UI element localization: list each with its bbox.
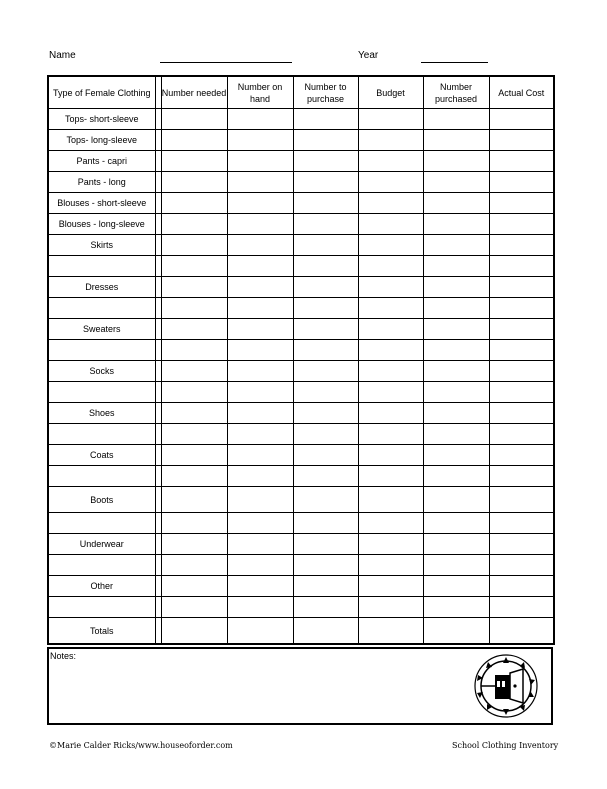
number-to-purchase-cell[interactable] [293, 597, 358, 618]
number-on-hand-cell[interactable] [227, 445, 293, 466]
number-needed-cell[interactable] [161, 361, 227, 382]
number-to-purchase-cell[interactable] [293, 256, 358, 277]
number-purchased-cell[interactable] [423, 403, 489, 424]
budget-cell[interactable] [358, 340, 423, 361]
number-needed-cell[interactable] [161, 193, 227, 214]
actual-cost-cell[interactable] [489, 340, 554, 361]
budget-cell[interactable] [358, 277, 423, 298]
number-on-hand-cell[interactable] [227, 277, 293, 298]
budget-cell[interactable] [358, 597, 423, 618]
clothing-inventory-table [47, 75, 555, 645]
number-on-hand-cell[interactable] [227, 319, 293, 340]
budget-cell[interactable] [358, 618, 423, 645]
table-row [48, 597, 554, 618]
number-on-hand-cell[interactable] [227, 151, 293, 172]
table-row [48, 151, 554, 172]
number-needed-cell[interactable] [161, 382, 227, 403]
budget-cell[interactable] [358, 382, 423, 403]
number-needed-cell[interactable] [161, 214, 227, 235]
table-row [48, 319, 554, 340]
table-row [48, 424, 554, 445]
budget-cell[interactable] [358, 424, 423, 445]
number-needed-cell[interactable] [161, 298, 227, 319]
number-to-purchase-cell[interactable] [293, 424, 358, 445]
actual-cost-cell[interactable] [489, 513, 554, 534]
clothing-type-cell: Pants - capri [48, 151, 155, 172]
table-row [48, 277, 554, 298]
number-on-hand-cell[interactable] [227, 109, 293, 130]
number-on-hand-cell[interactable] [227, 513, 293, 534]
number-purchased-cell[interactable] [423, 487, 489, 513]
clothing-type-cell: Tops- long-sleeve [48, 130, 155, 151]
number-to-purchase-cell[interactable] [293, 109, 358, 130]
number-on-hand-cell[interactable] [227, 340, 293, 361]
clothing-type-cell: Pants - long [48, 172, 155, 193]
clothing-type-cell: Dresses [48, 277, 155, 298]
number-needed-cell[interactable] [161, 172, 227, 193]
actual-cost-cell[interactable] [489, 109, 554, 130]
budget-cell[interactable] [358, 555, 423, 576]
number-purchased-cell[interactable] [423, 319, 489, 340]
actual-cost-cell[interactable] [489, 235, 554, 256]
number-to-purchase-cell[interactable] [293, 487, 358, 513]
number-to-purchase-cell[interactable] [293, 130, 358, 151]
clothing-type-cell: Sweaters [48, 319, 155, 340]
number-purchased-cell[interactable] [423, 277, 489, 298]
number-purchased-cell[interactable] [423, 256, 489, 277]
table-row [48, 340, 554, 361]
number-on-hand-cell[interactable] [227, 193, 293, 214]
clothing-type-cell [48, 298, 155, 319]
name-label: Name [49, 50, 76, 61]
number-on-hand-cell[interactable] [227, 576, 293, 597]
actual-cost-cell[interactable] [489, 466, 554, 487]
number-needed-cell[interactable] [161, 109, 227, 130]
clothing-type-cell: Other [48, 576, 155, 597]
number-on-hand-cell[interactable] [227, 172, 293, 193]
house-of-order-logo [471, 653, 541, 719]
number-purchased-cell[interactable] [423, 298, 489, 319]
budget-cell[interactable] [358, 214, 423, 235]
actual-cost-cell[interactable] [489, 487, 554, 513]
table-row [48, 513, 554, 534]
number-on-hand-cell[interactable] [227, 487, 293, 513]
number-purchased-cell[interactable] [423, 151, 489, 172]
actual-cost-cell[interactable] [489, 445, 554, 466]
number-on-hand-cell[interactable] [227, 424, 293, 445]
table-row [48, 466, 554, 487]
budget-cell[interactable] [358, 361, 423, 382]
number-purchased-cell[interactable] [423, 340, 489, 361]
table-row [48, 576, 554, 597]
number-to-purchase-cell[interactable] [293, 382, 358, 403]
clothing-type-cell: Blouses - short-sleeve [48, 193, 155, 214]
clothing-type-cell: Tops- short-sleeve [48, 109, 155, 130]
actual-cost-cell[interactable] [489, 319, 554, 340]
table-row [48, 487, 554, 513]
number-on-hand-cell[interactable] [227, 382, 293, 403]
number-to-purchase-cell[interactable] [293, 513, 358, 534]
number-to-purchase-cell[interactable] [293, 277, 358, 298]
number-to-purchase-cell[interactable] [293, 340, 358, 361]
number-to-purchase-cell[interactable] [293, 445, 358, 466]
number-needed-cell[interactable] [161, 130, 227, 151]
actual-cost-cell[interactable] [489, 214, 554, 235]
table-row [48, 235, 554, 256]
number-on-hand-cell[interactable] [227, 534, 293, 555]
table-row [48, 109, 554, 130]
table-row [48, 193, 554, 214]
clothing-type-cell: Blouses - long-sleeve [48, 214, 155, 235]
number-purchased-cell[interactable] [423, 445, 489, 466]
table-row [48, 382, 554, 403]
column-header-actual-cost: Actual Cost [489, 76, 554, 109]
number-purchased-cell[interactable] [423, 618, 489, 645]
number-purchased-cell[interactable] [423, 555, 489, 576]
number-on-hand-cell[interactable] [227, 130, 293, 151]
table-row [48, 361, 554, 382]
table-row [48, 534, 554, 555]
number-needed-cell[interactable] [161, 445, 227, 466]
clothing-type-cell [48, 513, 155, 534]
number-purchased-cell[interactable] [423, 466, 489, 487]
clothing-type-cell [48, 597, 155, 618]
column-header-number-needed: Number needed [161, 76, 227, 109]
number-purchased-cell[interactable] [423, 109, 489, 130]
number-purchased-cell[interactable] [423, 214, 489, 235]
number-on-hand-cell[interactable] [227, 214, 293, 235]
actual-cost-cell[interactable] [489, 298, 554, 319]
actual-cost-cell[interactable] [489, 382, 554, 403]
actual-cost-cell[interactable] [489, 277, 554, 298]
table-row [48, 445, 554, 466]
clothing-type-cell: Coats [48, 445, 155, 466]
budget-cell[interactable] [358, 319, 423, 340]
number-needed-cell[interactable] [161, 466, 227, 487]
column-header-number-on-hand: Number on hand [227, 76, 293, 109]
table-row [48, 214, 554, 235]
budget-cell[interactable] [358, 445, 423, 466]
number-needed-cell[interactable] [161, 424, 227, 445]
number-on-hand-cell[interactable] [227, 235, 293, 256]
budget-cell[interactable] [358, 487, 423, 513]
number-needed-cell[interactable] [161, 618, 227, 645]
table-row [48, 298, 554, 319]
budget-cell[interactable] [358, 193, 423, 214]
number-on-hand-cell[interactable] [227, 403, 293, 424]
clothing-type-cell: Socks [48, 361, 155, 382]
number-to-purchase-cell[interactable] [293, 534, 358, 555]
number-purchased-cell[interactable] [423, 534, 489, 555]
number-on-hand-cell[interactable] [227, 256, 293, 277]
clothing-type-cell: Boots [48, 487, 155, 513]
budget-cell[interactable] [358, 513, 423, 534]
number-on-hand-cell[interactable] [227, 618, 293, 645]
number-on-hand-cell[interactable] [227, 597, 293, 618]
year-label: Year [358, 50, 379, 61]
clothing-type-cell [48, 555, 155, 576]
clothing-type-cell [48, 382, 155, 403]
clothing-type-cell [48, 424, 155, 445]
actual-cost-cell[interactable] [489, 403, 554, 424]
number-purchased-cell[interactable] [423, 235, 489, 256]
number-needed-cell[interactable] [161, 235, 227, 256]
budget-cell[interactable] [358, 256, 423, 277]
clothing-type-cell: Totals [48, 618, 155, 645]
number-needed-cell[interactable] [161, 513, 227, 534]
number-needed-cell[interactable] [161, 403, 227, 424]
column-header-number-to-purchase: Number to purchase [293, 76, 358, 109]
table-row [48, 555, 554, 576]
budget-cell[interactable] [358, 534, 423, 555]
number-on-hand-cell[interactable] [227, 466, 293, 487]
number-to-purchase-cell[interactable] [293, 298, 358, 319]
copyright-text: ©Marie Calder Ricks/www.houseoforder.com [49, 741, 233, 750]
number-to-purchase-cell[interactable] [293, 172, 358, 193]
number-needed-cell[interactable] [161, 151, 227, 172]
table-row [48, 618, 554, 645]
number-to-purchase-cell[interactable] [293, 361, 358, 382]
name-field[interactable] [160, 62, 292, 63]
number-needed-cell[interactable] [161, 256, 227, 277]
number-purchased-cell[interactable] [423, 424, 489, 445]
table-row [48, 403, 554, 424]
actual-cost-cell[interactable] [489, 361, 554, 382]
number-needed-cell[interactable] [161, 340, 227, 361]
actual-cost-cell[interactable] [489, 576, 554, 597]
actual-cost-cell[interactable] [489, 424, 554, 445]
number-needed-cell[interactable] [161, 534, 227, 555]
number-to-purchase-cell[interactable] [293, 214, 358, 235]
clothing-type-cell: Shoes [48, 403, 155, 424]
number-to-purchase-cell[interactable] [293, 151, 358, 172]
notes-box[interactable] [47, 647, 553, 725]
number-needed-cell[interactable] [161, 576, 227, 597]
number-to-purchase-cell[interactable] [293, 555, 358, 576]
budget-cell[interactable] [358, 403, 423, 424]
number-needed-cell[interactable] [161, 597, 227, 618]
number-on-hand-cell[interactable] [227, 361, 293, 382]
budget-cell[interactable] [358, 109, 423, 130]
budget-cell[interactable] [358, 172, 423, 193]
number-to-purchase-cell[interactable] [293, 403, 358, 424]
clothing-type-cell: Skirts [48, 235, 155, 256]
budget-cell[interactable] [358, 235, 423, 256]
clothing-type-cell [48, 340, 155, 361]
number-to-purchase-cell[interactable] [293, 466, 358, 487]
number-to-purchase-cell[interactable] [293, 235, 358, 256]
number-to-purchase-cell[interactable] [293, 576, 358, 597]
actual-cost-cell[interactable] [489, 597, 554, 618]
table-row [48, 256, 554, 277]
number-needed-cell[interactable] [161, 555, 227, 576]
actual-cost-cell[interactable] [489, 534, 554, 555]
actual-cost-cell[interactable] [489, 618, 554, 645]
year-field[interactable] [421, 62, 488, 63]
column-header-number-purchased: Number purchased [423, 76, 489, 109]
number-on-hand-cell[interactable] [227, 298, 293, 319]
actual-cost-cell[interactable] [489, 151, 554, 172]
actual-cost-cell[interactable] [489, 256, 554, 277]
table-row [48, 172, 554, 193]
number-on-hand-cell[interactable] [227, 555, 293, 576]
budget-cell[interactable] [358, 576, 423, 597]
clothing-type-cell [48, 256, 155, 277]
actual-cost-cell[interactable] [489, 172, 554, 193]
actual-cost-cell[interactable] [489, 193, 554, 214]
number-purchased-cell[interactable] [423, 513, 489, 534]
number-needed-cell[interactable] [161, 277, 227, 298]
clothing-type-cell [48, 466, 155, 487]
number-needed-cell[interactable] [161, 487, 227, 513]
number-purchased-cell[interactable] [423, 382, 489, 403]
budget-cell[interactable] [358, 466, 423, 487]
budget-cell[interactable] [358, 151, 423, 172]
number-purchased-cell[interactable] [423, 597, 489, 618]
number-to-purchase-cell[interactable] [293, 618, 358, 645]
table-row [48, 130, 554, 151]
number-purchased-cell[interactable] [423, 130, 489, 151]
number-to-purchase-cell[interactable] [293, 319, 358, 340]
column-header-type: Type of Female Clothing [48, 76, 155, 109]
number-purchased-cell[interactable] [423, 172, 489, 193]
notes-label: Notes: [50, 651, 77, 661]
number-purchased-cell[interactable] [423, 193, 489, 214]
column-header-budget: Budget [358, 76, 423, 109]
actual-cost-cell[interactable] [489, 130, 554, 151]
number-needed-cell[interactable] [161, 319, 227, 340]
number-purchased-cell[interactable] [423, 576, 489, 597]
actual-cost-cell[interactable] [489, 555, 554, 576]
footer-title: School Clothing Inventory [452, 741, 559, 750]
number-to-purchase-cell[interactable] [293, 193, 358, 214]
table-header-row [48, 76, 554, 109]
clothing-type-cell: Underwear [48, 534, 155, 555]
budget-cell[interactable] [358, 130, 423, 151]
number-purchased-cell[interactable] [423, 361, 489, 382]
budget-cell[interactable] [358, 298, 423, 319]
